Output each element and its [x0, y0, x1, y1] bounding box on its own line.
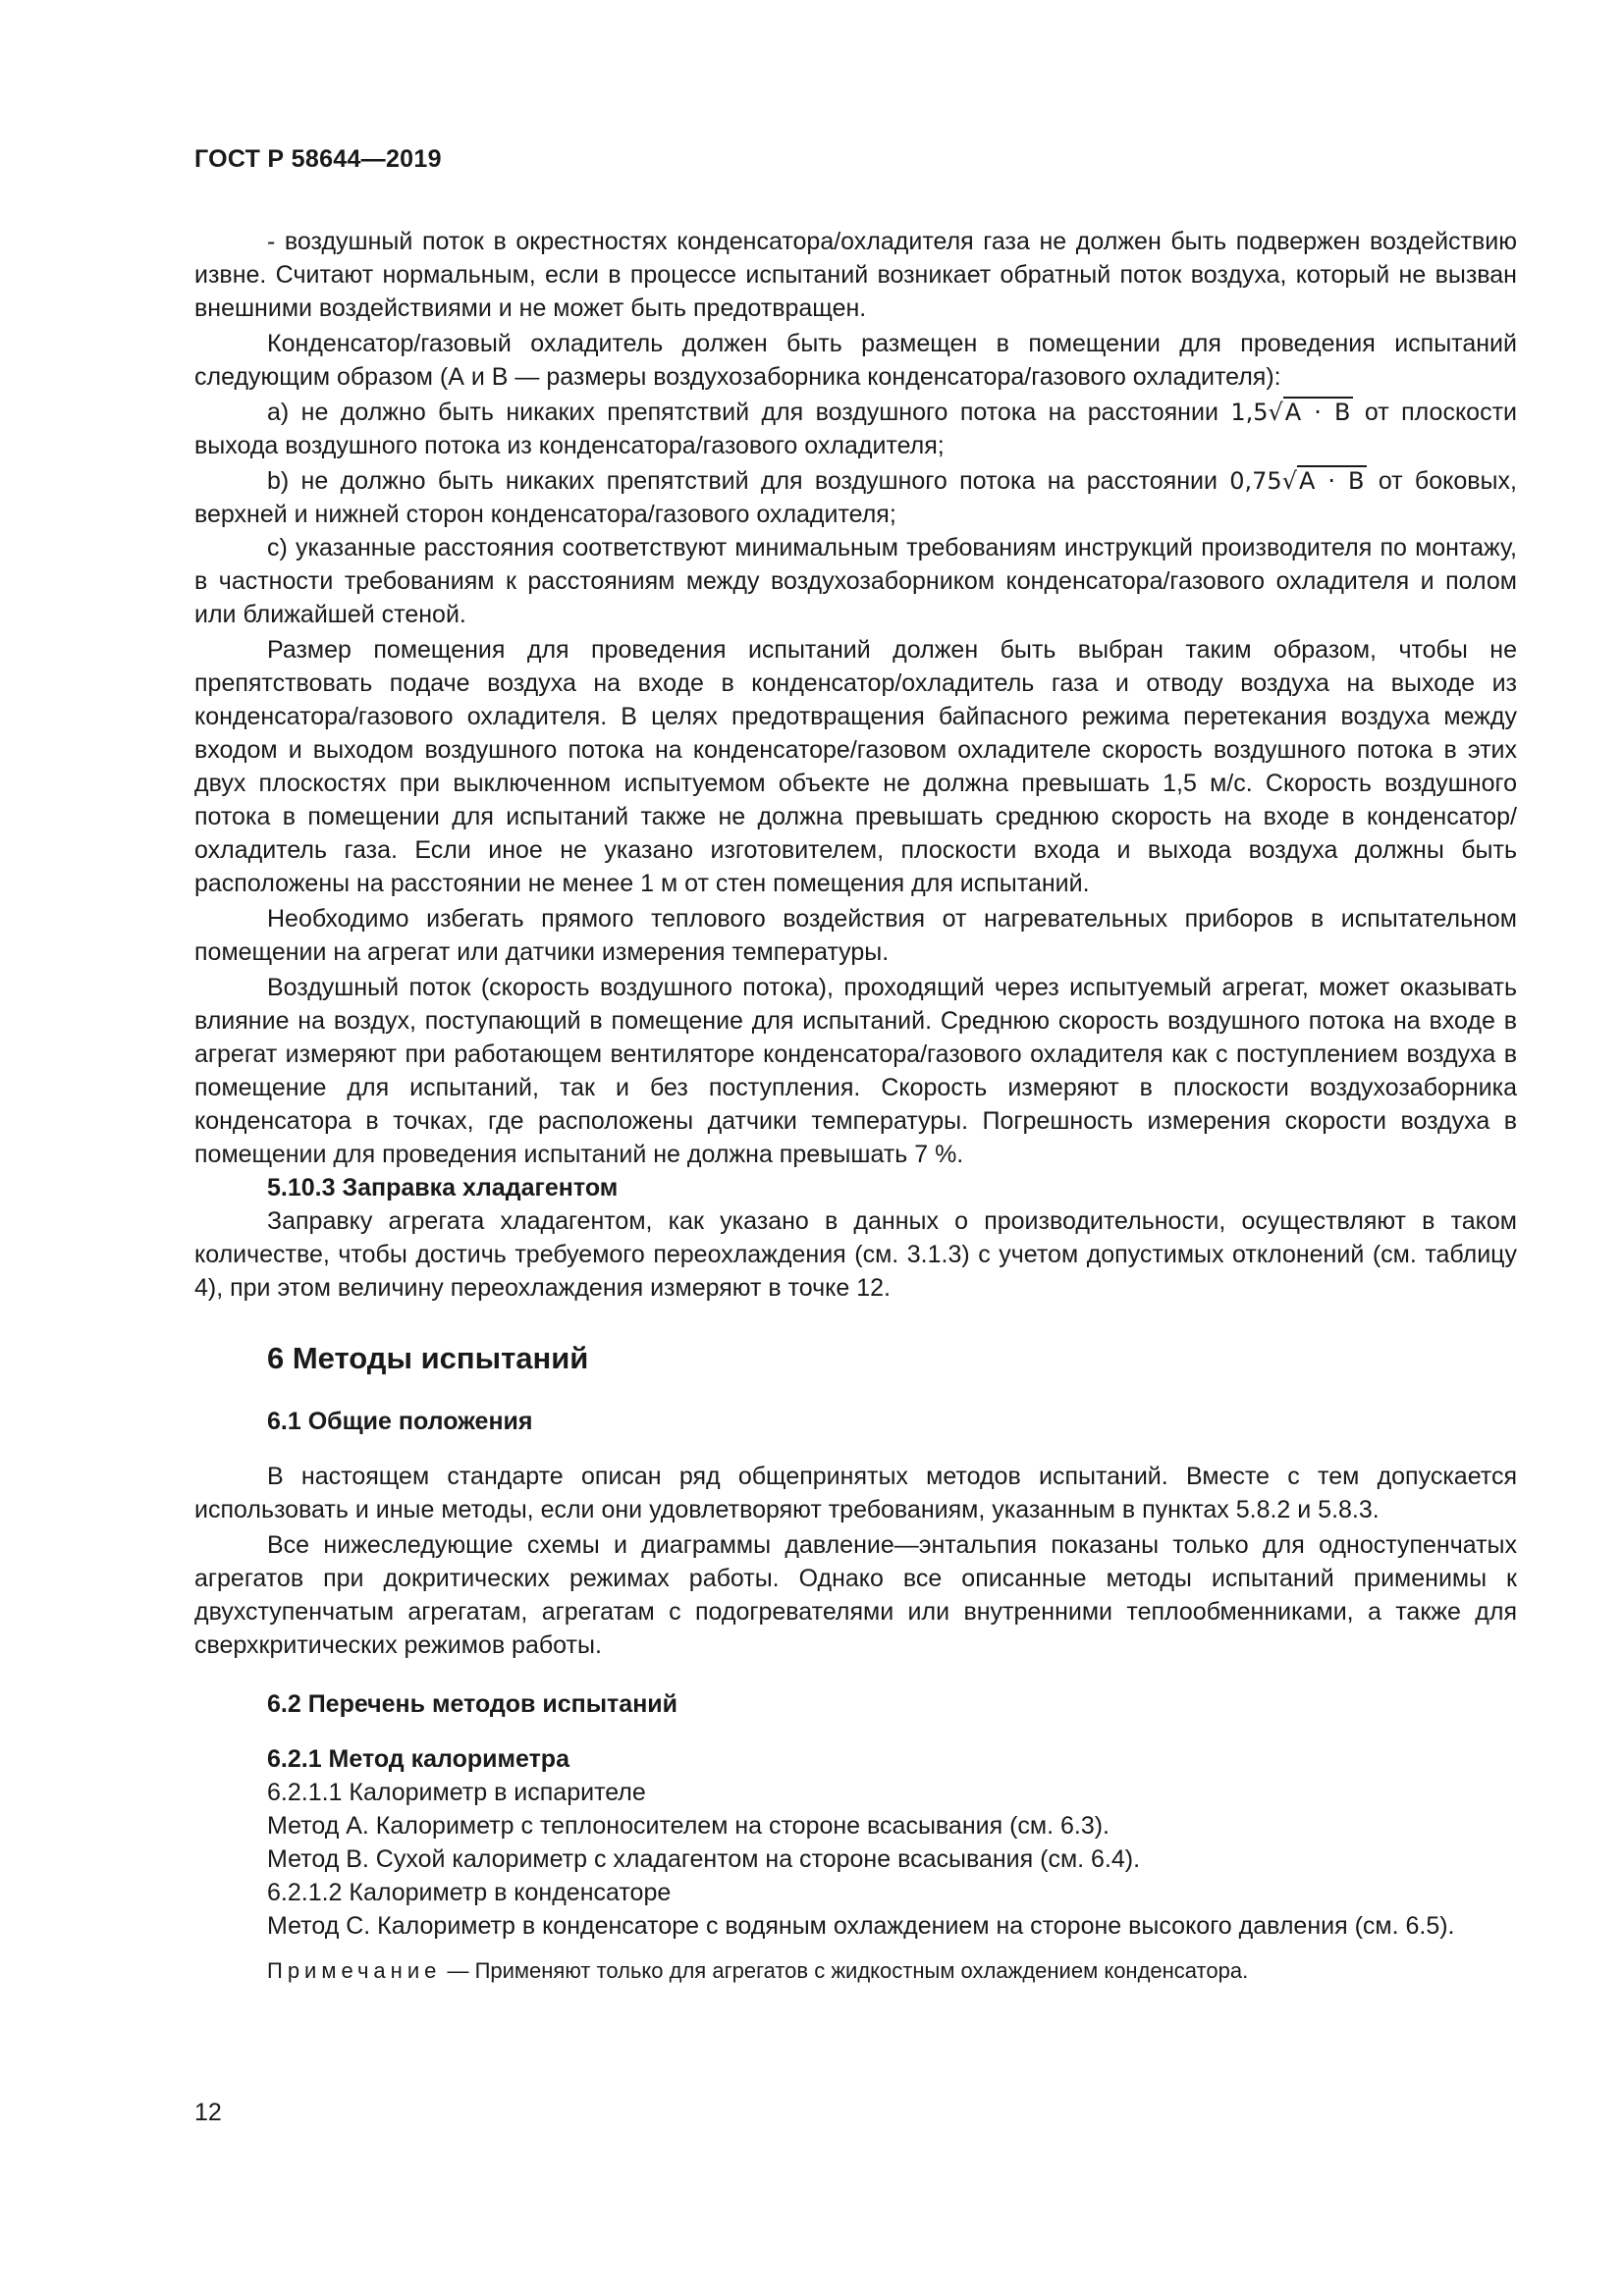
list-item-text: b) не должно быть никаких препятствий для воздушного потока на расстоянии	[267, 467, 1230, 495]
subsection-heading: 6.2 Перечень методов испытаний	[267, 1690, 678, 1718]
paragraph: Все нижеследующие схемы и диаграммы давление—энтальпия показаны только для одноступенчатых агрегатов при докритических режимах работы. Однако все описанные методы испытаний применимы к двухступенчатым агрегатам, агрегатам с подогревателями или внутренними теплообменниками, а также для сверхкритических режимов работы.	[194, 1531, 1517, 1659]
page-number: 12	[194, 2099, 222, 2126]
list-item-b	[194, 464, 1517, 531]
document-header: ГОСТ Р 58644—2019	[194, 145, 442, 173]
list-item-a	[194, 396, 1517, 462]
note	[267, 1956, 1517, 1986]
list-line: 6.2.1.1 Калориметр в испарителе	[267, 1779, 646, 1806]
paragraph: Заправку агрегата хладагентом, как указано в данных о производительности, осуществляют в таком количестве, чтобы достичь требуемого переохлаждения (см. 3.1.3) с учетом допустимых отклонений (см. таблицу 4), при этом величину переохлаждения измеряют в точке 12.	[194, 1207, 1517, 1302]
sqrt-formula: 1,5√А · В	[1230, 399, 1351, 426]
list-line: Метод А. Калориметр с теплоносителем на стороне всасывания (см. 6.3).	[267, 1812, 1110, 1840]
paragraph: В настоящем стандарте описан ряд общепринятых методов испытаний. Вместе с тем допускается использовать и иные методы, если они удовлетворяют требованиям, указанным в пунктах 5.8.2 и 5.8.3.	[194, 1463, 1517, 1523]
formula-coefficient: 1,5	[1230, 399, 1269, 426]
formula-coefficient: 0,75	[1229, 467, 1282, 495]
section-heading: 6 Методы испытаний	[267, 1341, 589, 1375]
paragraph: - воздушный поток в окрестностях конденсатора/охладителя газа не должен быть подвержен воздействию извне. Считают нормальным, если в процессе испытаний возникает обратный поток воздуха, который не вызван внешними воздействиями и не может быть предотвращен.	[194, 228, 1517, 322]
list-item-text: а) не должно быть никаких препятствий для воздушного потока на расстоянии	[267, 399, 1231, 426]
sqrt-formula: 0,75√А · В	[1229, 467, 1365, 495]
formula-radicand: А · В	[1284, 399, 1351, 426]
subsection-heading: 6.2.1 Метод калориметра	[267, 1745, 569, 1773]
list-item-text: от плоскости выхода воздушного потока из конденсатора/газового охладителя;	[194, 399, 1517, 459]
paragraph: Размер помещения для проведения испытаний должен быть выбран таким образом, чтобы не препятствовать подаче воздуха на входе в конденсатор/охладитель газа и отводу воздуха на выходе из конденсатора/газового охладителя. В целях предотвращения байпасного режима перетекания воздуха между входом и выходом воздушного потока на конденсаторе/газовом охладителе скорость воздушного потока в этих двух плоскостях при выключенном испытуемом объекте не должна превышать 1,5 м/с. Скорость воздушного потока в помещении для испытаний также не должна превышать среднюю скорость на входе в конденсатор/охладитель газа. Если иное не указано изготовителем, плоскости входа и выхода воздуха должны быть расположены на расстоянии не менее 1 м от стен помещения для испытаний.	[194, 636, 1517, 897]
subsection-heading: 6.1 Общие положения	[267, 1408, 533, 1435]
formula-radicand: А · В	[1298, 467, 1365, 495]
subsection-heading: 5.10.3 Заправка хладагентом	[267, 1174, 619, 1201]
note-label: Примечание	[267, 1958, 442, 1983]
note-text: — Применяют только для агрегатов с жидкостным охлаждением конденсатора.	[441, 1958, 1249, 1983]
list-line: Метод С. Калориметр в конденсаторе с водяным охлаждением на стороне высокого давления (см. 6.5).	[267, 1912, 1455, 1940]
list-item-c: с) указанные расстояния соответствуют минимальным требованиям инструкций производителя по монтажу, в частности требованиям к расстояниям между воздухозаборником конденсатора/газового охладителя и полом или ближайшей стеной.	[194, 534, 1517, 628]
paragraph: Конденсатор/газовый охладитель должен быть размещен в помещении для проведения испытаний следующим образом (А и В — размеры воздухозаборника конденсатора/газового охладителя):	[194, 330, 1517, 391]
paragraph: Воздушный поток (скорость воздушного потока), проходящий через испытуемый агрегат, может оказывать влияние на воздух, поступающий в помещение для испытаний. Среднюю скорость воздушного потока на входе в агрегат измеряют при работающем вентиляторе конденсатора/газового охладителя как с поступлением воздуха в помещение для испытаний, так и без поступления. Скорость измеряют в плоскости воздухозаборника конденсатора в точках, где расположены датчики температуры. Погрешность измерения скорости воздуха в помещении для проведения испытаний не должна превышать 7 %.	[194, 974, 1517, 1168]
list-line: 6.2.1.2 Калориметр в конденсаторе	[267, 1879, 672, 1906]
document-body	[194, 225, 1517, 1986]
list-line: Метод В. Сухой калориметр с хладагентом на стороне всасывания (см. 6.4).	[267, 1845, 1141, 1873]
list-item-text: от боковых, верхней и нижней сторон конденсатора/газового охладителя;	[194, 467, 1517, 528]
paragraph: Необходимо избегать прямого теплового воздействия от нагревательных приборов в испытательном помещении на агрегат или датчики измерения температуры.	[194, 905, 1517, 966]
